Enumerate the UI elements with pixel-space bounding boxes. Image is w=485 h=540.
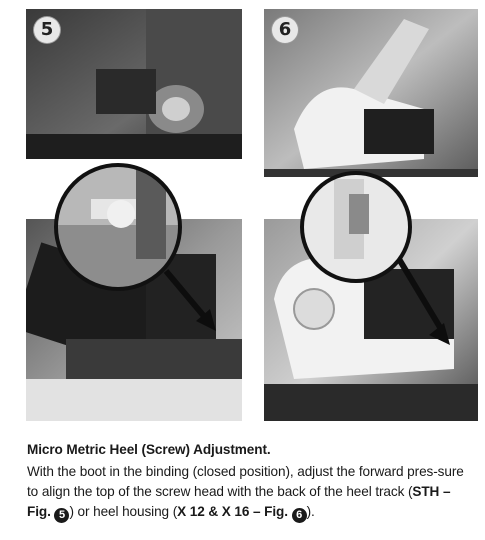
- figure-6-illustration: [264, 9, 478, 421]
- caption-text-part3: ).: [306, 504, 315, 519]
- x-label: X 12 & X 16 – Fig.: [177, 504, 292, 519]
- caption-text-part2: ) or heel housing (: [69, 504, 178, 519]
- caption-title: Micro Metric Heel (Screw) Adjustment.: [27, 442, 271, 457]
- figure-5-badge: 5: [34, 17, 60, 43]
- figure-6-photo: [264, 9, 478, 421]
- sth-label: STH – Fig.: [27, 484, 451, 519]
- fig6-ref-badge: 6: [292, 508, 307, 523]
- fig5-ref-badge: 5: [54, 508, 69, 523]
- instruction-caption: [27, 440, 467, 523]
- figure-5-illustration: [26, 9, 242, 421]
- figure-6-badge: 6: [272, 17, 298, 43]
- figure-5-photo: [26, 9, 242, 421]
- caption-text-part1: With the boot in the binding (closed position), adjust the forward pres-sure to align the top of the screw head with the back of the heel track (: [27, 464, 464, 499]
- caption-body: [27, 464, 464, 519]
